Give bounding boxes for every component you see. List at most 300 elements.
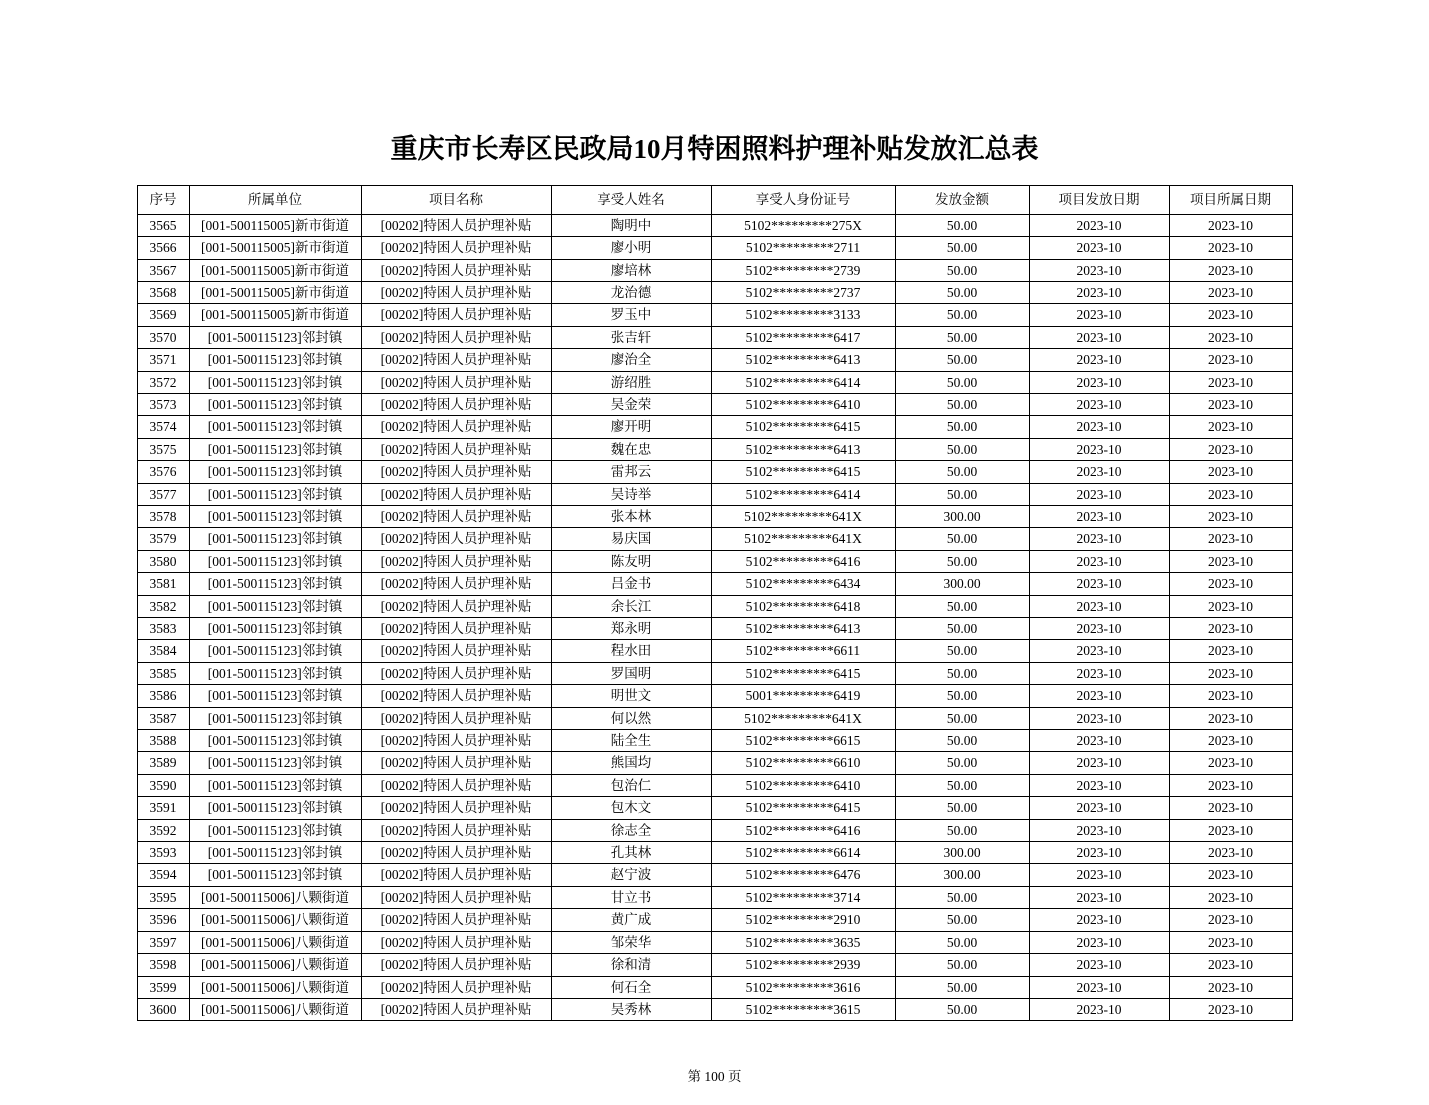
table-cell: 5102*********6416 — [711, 819, 895, 841]
table-cell: [00202]特困人员护理补贴 — [361, 393, 551, 415]
table-cell: [001-500115006]八颗街道 — [189, 976, 361, 998]
table-cell: 50.00 — [895, 886, 1029, 908]
table-cell: 50.00 — [895, 931, 1029, 953]
table-cell: [00202]特困人员护理补贴 — [361, 976, 551, 998]
table-cell: [00202]特困人员护理补贴 — [361, 752, 551, 774]
table-row — [137, 640, 1292, 662]
table-row — [137, 505, 1292, 527]
table-cell: 2023-10 — [1029, 237, 1169, 259]
table-cell: 3587 — [137, 707, 189, 729]
table-cell: [001-500115123]邻封镇 — [189, 595, 361, 617]
table-cell: 2023-10 — [1029, 618, 1169, 640]
table-cell: 3594 — [137, 864, 189, 886]
table-cell: [00202]特困人员护理补贴 — [361, 505, 551, 527]
table-cell: [001-500115006]八颗街道 — [189, 998, 361, 1020]
table-cell: 3591 — [137, 797, 189, 819]
table-row — [137, 304, 1292, 326]
table-cell: [001-500115123]邻封镇 — [189, 573, 361, 595]
table-cell: 300.00 — [895, 864, 1029, 886]
table-cell: [00202]特困人员护理补贴 — [361, 349, 551, 371]
table-row — [137, 685, 1292, 707]
table-cell: [00202]特困人员护理补贴 — [361, 416, 551, 438]
table-cell: 2023-10 — [1169, 595, 1292, 617]
table-cell: 2023-10 — [1029, 797, 1169, 819]
table-cell: 2023-10 — [1029, 595, 1169, 617]
table-cell: 陆全生 — [551, 730, 711, 752]
table-cell: 5102*********3635 — [711, 931, 895, 953]
table-cell: 300.00 — [895, 505, 1029, 527]
table-cell: 5102*********3133 — [711, 304, 895, 326]
table-cell: 3565 — [137, 214, 189, 236]
table-cell: 廖治全 — [551, 349, 711, 371]
table-cell: 5102*********6414 — [711, 371, 895, 393]
table-cell: 2023-10 — [1029, 214, 1169, 236]
table-cell: 2023-10 — [1029, 998, 1169, 1020]
table-cell: 2023-10 — [1169, 214, 1292, 236]
table-cell: [001-500115123]邻封镇 — [189, 662, 361, 684]
table-cell: [00202]特困人员护理补贴 — [361, 730, 551, 752]
table-cell: [00202]特困人员护理补贴 — [361, 886, 551, 908]
table-cell: 50.00 — [895, 976, 1029, 998]
table-cell: 2023-10 — [1169, 483, 1292, 505]
table-cell: 2023-10 — [1169, 438, 1292, 460]
table-cell: [001-500115123]邻封镇 — [189, 438, 361, 460]
table-cell: 3589 — [137, 752, 189, 774]
table-cell: [001-500115123]邻封镇 — [189, 730, 361, 752]
table-cell: [00202]特困人员护理补贴 — [361, 954, 551, 976]
table-row — [137, 237, 1292, 259]
table-cell: [001-500115006]八颗街道 — [189, 954, 361, 976]
table-cell: 张本林 — [551, 505, 711, 527]
table-cell: 2023-10 — [1169, 640, 1292, 662]
table-cell: 5102*********641X — [711, 505, 895, 527]
table-cell: 陈友明 — [551, 550, 711, 572]
table-row — [137, 864, 1292, 886]
table-cell: 50.00 — [895, 214, 1029, 236]
table-cell: 5102*********2910 — [711, 909, 895, 931]
table-cell: 陶明中 — [551, 214, 711, 236]
table-cell: 2023-10 — [1169, 774, 1292, 796]
table-cell: 2023-10 — [1029, 573, 1169, 595]
table-cell: 程水田 — [551, 640, 711, 662]
table-cell: 吕金书 — [551, 573, 711, 595]
table-cell: 5102*********6417 — [711, 326, 895, 348]
table-cell: 余长江 — [551, 595, 711, 617]
table-row — [137, 842, 1292, 864]
table-cell: 3593 — [137, 842, 189, 864]
table-cell: 3580 — [137, 550, 189, 572]
table-cell: 3570 — [137, 326, 189, 348]
column-header: 序号 — [137, 185, 189, 214]
table-cell: 2023-10 — [1169, 281, 1292, 303]
table-cell: 2023-10 — [1029, 304, 1169, 326]
table-cell: 2023-10 — [1169, 886, 1292, 908]
table-cell: 2023-10 — [1169, 505, 1292, 527]
table-cell: 5102*********6413 — [711, 618, 895, 640]
table-cell: 50.00 — [895, 730, 1029, 752]
table-row — [137, 797, 1292, 819]
table-cell: 3584 — [137, 640, 189, 662]
table-cell: 50.00 — [895, 685, 1029, 707]
table-cell: 2023-10 — [1029, 640, 1169, 662]
table-cell: [001-500115005]新市街道 — [189, 214, 361, 236]
table-row — [137, 349, 1292, 371]
table-cell: 2023-10 — [1169, 931, 1292, 953]
table-cell: [001-500115123]邻封镇 — [189, 550, 361, 572]
table-cell: 3597 — [137, 931, 189, 953]
table-row — [137, 998, 1292, 1020]
table-cell: 3585 — [137, 662, 189, 684]
table-cell: 2023-10 — [1029, 505, 1169, 527]
table-row — [137, 371, 1292, 393]
table-cell: [00202]特困人员护理补贴 — [361, 573, 551, 595]
table-row — [137, 774, 1292, 796]
table-cell: 2023-10 — [1029, 931, 1169, 953]
table-row — [137, 752, 1292, 774]
table-cell: 2023-10 — [1029, 886, 1169, 908]
table-row — [137, 819, 1292, 841]
table-cell: 罗玉中 — [551, 304, 711, 326]
table-cell: 50.00 — [895, 797, 1029, 819]
table-cell: 5102*********6413 — [711, 438, 895, 460]
table-cell: 5102*********6434 — [711, 573, 895, 595]
table-cell: 吴金荣 — [551, 393, 711, 415]
table-cell: 2023-10 — [1169, 752, 1292, 774]
table-cell: 熊国均 — [551, 752, 711, 774]
table-cell: 3577 — [137, 483, 189, 505]
column-header: 享受人身份证号 — [711, 185, 895, 214]
table-cell: 2023-10 — [1169, 461, 1292, 483]
table-cell: [001-500115123]邻封镇 — [189, 505, 361, 527]
table-cell: 50.00 — [895, 528, 1029, 550]
table-cell: 5102*********6476 — [711, 864, 895, 886]
table-cell: 2023-10 — [1029, 281, 1169, 303]
table-cell: 2023-10 — [1169, 819, 1292, 841]
table-cell: 2023-10 — [1029, 842, 1169, 864]
column-header: 所属单位 — [189, 185, 361, 214]
table-cell: [00202]特困人员护理补贴 — [361, 550, 551, 572]
table-row — [137, 595, 1292, 617]
table-cell: [00202]特困人员护理补贴 — [361, 797, 551, 819]
table-cell: 50.00 — [895, 304, 1029, 326]
table-cell: 3590 — [137, 774, 189, 796]
table-cell: 50.00 — [895, 326, 1029, 348]
table-cell: 2023-10 — [1169, 797, 1292, 819]
table-cell: 徐志全 — [551, 819, 711, 841]
table-row — [137, 931, 1292, 953]
table-cell: 2023-10 — [1169, 550, 1292, 572]
table-row — [137, 214, 1292, 236]
table-cell: 2023-10 — [1169, 618, 1292, 640]
table-cell: [00202]特困人员护理补贴 — [361, 909, 551, 931]
table-cell: 2023-10 — [1169, 528, 1292, 550]
table-cell: 5102*********641X — [711, 528, 895, 550]
page-title: 重庆市长寿区民政局10月特困照料护理补贴发放汇总表 — [390, 134, 1039, 164]
table-cell: 2023-10 — [1029, 976, 1169, 998]
table-cell: [001-500115005]新市街道 — [189, 259, 361, 281]
table-cell: 3575 — [137, 438, 189, 460]
table-cell: 3572 — [137, 371, 189, 393]
table-cell: [00202]特困人员护理补贴 — [361, 461, 551, 483]
table-header — [137, 185, 1292, 214]
table-cell: [001-500115123]邻封镇 — [189, 371, 361, 393]
table-cell: [00202]特困人员护理补贴 — [361, 528, 551, 550]
table-cell: 50.00 — [895, 618, 1029, 640]
table-cell: 50.00 — [895, 483, 1029, 505]
table-row — [137, 976, 1292, 998]
table-cell: [00202]特困人员护理补贴 — [361, 819, 551, 841]
table-cell: 50.00 — [895, 393, 1029, 415]
table-cell: 游绍胜 — [551, 371, 711, 393]
table-cell: 2023-10 — [1169, 416, 1292, 438]
table-cell: [00202]特困人员护理补贴 — [361, 931, 551, 953]
table-cell: [001-500115123]邻封镇 — [189, 528, 361, 550]
table-cell: 龙治德 — [551, 281, 711, 303]
table-cell: [00202]特困人员护理补贴 — [361, 842, 551, 864]
table-cell: 包木文 — [551, 797, 711, 819]
table-cell: 廖培林 — [551, 259, 711, 281]
table-row — [137, 393, 1292, 415]
table-cell: 5102*********2711 — [711, 237, 895, 259]
table-cell: 2023-10 — [1029, 416, 1169, 438]
table-cell: 50.00 — [895, 237, 1029, 259]
table-cell: 3581 — [137, 573, 189, 595]
column-header: 享受人姓名 — [551, 185, 711, 214]
table-cell: [001-500115123]邻封镇 — [189, 416, 361, 438]
column-header: 项目名称 — [361, 185, 551, 214]
table-cell: 2023-10 — [1029, 909, 1169, 931]
table-cell: 2023-10 — [1029, 550, 1169, 572]
table-cell: [00202]特困人员护理补贴 — [361, 595, 551, 617]
table-cell: 3600 — [137, 998, 189, 1020]
table-cell: 2023-10 — [1029, 774, 1169, 796]
table-cell: 2023-10 — [1029, 864, 1169, 886]
table-cell: [001-500115123]邻封镇 — [189, 393, 361, 415]
table-cell: [001-500115005]新市街道 — [189, 304, 361, 326]
table-cell: 3571 — [137, 349, 189, 371]
table-cell: 50.00 — [895, 371, 1029, 393]
table-cell: 5001*********6419 — [711, 685, 895, 707]
table-cell: 2023-10 — [1029, 752, 1169, 774]
table-cell: 5102*********6414 — [711, 483, 895, 505]
table-cell: 3596 — [137, 909, 189, 931]
table-cell: 5102*********6415 — [711, 797, 895, 819]
table-cell: [00202]特困人员护理补贴 — [361, 259, 551, 281]
table-row — [137, 909, 1292, 931]
table-cell: 2023-10 — [1169, 662, 1292, 684]
table-cell: 2023-10 — [1029, 461, 1169, 483]
table-cell: [00202]特困人员护理补贴 — [361, 483, 551, 505]
table-cell: 2023-10 — [1169, 730, 1292, 752]
table-cell: 廖开明 — [551, 416, 711, 438]
page-footer: 第 100 页 — [687, 1069, 742, 1084]
table-cell: [001-500115123]邻封镇 — [189, 707, 361, 729]
table-cell: 5102*********6410 — [711, 393, 895, 415]
table-row — [137, 438, 1292, 460]
table-cell: 50.00 — [895, 550, 1029, 572]
table-cell: [001-500115123]邻封镇 — [189, 685, 361, 707]
table-cell: 2023-10 — [1169, 393, 1292, 415]
table-cell: 黄广成 — [551, 909, 711, 931]
table-cell: [001-500115123]邻封镇 — [189, 842, 361, 864]
table-cell: 2023-10 — [1029, 393, 1169, 415]
table-cell: 3586 — [137, 685, 189, 707]
table-cell: 2023-10 — [1029, 259, 1169, 281]
table-cell: 5102*********2739 — [711, 259, 895, 281]
table-cell: [00202]特困人员护理补贴 — [361, 864, 551, 886]
table-cell: [001-500115005]新市街道 — [189, 281, 361, 303]
table-cell: 5102*********6413 — [711, 349, 895, 371]
table-cell: 5102*********3616 — [711, 976, 895, 998]
table-cell: 5102*********6418 — [711, 595, 895, 617]
table-cell: 50.00 — [895, 774, 1029, 796]
table-cell: 3574 — [137, 416, 189, 438]
table-cell: 3588 — [137, 730, 189, 752]
table-cell: 2023-10 — [1029, 483, 1169, 505]
table-cell: 魏在忠 — [551, 438, 711, 460]
table-cell: 50.00 — [895, 281, 1029, 303]
table-cell: 5102*********6615 — [711, 730, 895, 752]
table-cell: 2023-10 — [1169, 842, 1292, 864]
table-cell: 明世文 — [551, 685, 711, 707]
table-cell: 300.00 — [895, 573, 1029, 595]
table-cell: 5102*********6415 — [711, 416, 895, 438]
table-cell: 何石全 — [551, 976, 711, 998]
table-cell: 5102*********6614 — [711, 842, 895, 864]
table-cell: 赵宁波 — [551, 864, 711, 886]
table-row — [137, 281, 1292, 303]
table-cell: 2023-10 — [1169, 349, 1292, 371]
table-cell: 2023-10 — [1169, 707, 1292, 729]
table-cell: 吴秀林 — [551, 998, 711, 1020]
table-row — [137, 707, 1292, 729]
table-cell: [001-500115006]八颗街道 — [189, 909, 361, 931]
table-body — [137, 214, 1292, 1021]
table-cell: 2023-10 — [1029, 438, 1169, 460]
table-cell: 郑永明 — [551, 618, 711, 640]
column-header: 项目发放日期 — [1029, 185, 1169, 214]
table-row — [137, 573, 1292, 595]
table-cell: 包治仁 — [551, 774, 711, 796]
table-cell: 2023-10 — [1029, 662, 1169, 684]
table-cell: 2023-10 — [1169, 237, 1292, 259]
table-cell: 3567 — [137, 259, 189, 281]
table-cell: [00202]特困人员护理补贴 — [361, 281, 551, 303]
table-cell: [00202]特困人员护理补贴 — [361, 707, 551, 729]
table-cell: [00202]特困人员护理补贴 — [361, 214, 551, 236]
table-cell: 2023-10 — [1169, 909, 1292, 931]
table-cell: 3579 — [137, 528, 189, 550]
table-cell: 50.00 — [895, 998, 1029, 1020]
table-cell: [001-500115123]邻封镇 — [189, 797, 361, 819]
table-cell: 廖小明 — [551, 237, 711, 259]
table-cell: [001-500115123]邻封镇 — [189, 752, 361, 774]
table-cell: 50.00 — [895, 640, 1029, 662]
table-cell: 邹荣华 — [551, 931, 711, 953]
table-cell: 5102*********6611 — [711, 640, 895, 662]
table-row — [137, 326, 1292, 348]
table-cell: 2023-10 — [1029, 326, 1169, 348]
table-cell: [00202]特困人员护理补贴 — [361, 304, 551, 326]
table-cell: 2023-10 — [1029, 730, 1169, 752]
table-cell: 2023-10 — [1169, 259, 1292, 281]
table-cell: [001-500115123]邻封镇 — [189, 774, 361, 796]
table-cell: 3573 — [137, 393, 189, 415]
table-row — [137, 662, 1292, 684]
table-cell: 3595 — [137, 886, 189, 908]
table-cell: [001-500115123]邻封镇 — [189, 349, 361, 371]
table-cell: 孔其林 — [551, 842, 711, 864]
subsidy-table — [137, 185, 1293, 1022]
table-cell: 3578 — [137, 505, 189, 527]
table-cell: 2023-10 — [1169, 371, 1292, 393]
table-cell: 5102*********275X — [711, 214, 895, 236]
table-cell: 5102*********2939 — [711, 954, 895, 976]
table-cell: [00202]特困人员护理补贴 — [361, 438, 551, 460]
table-cell: 3569 — [137, 304, 189, 326]
table-cell: [00202]特困人员护理补贴 — [361, 237, 551, 259]
table-row — [137, 483, 1292, 505]
table-row — [137, 416, 1292, 438]
table-cell: 5102*********6415 — [711, 662, 895, 684]
table-cell: [001-500115006]八颗街道 — [189, 886, 361, 908]
table-cell: 2023-10 — [1169, 685, 1292, 707]
table-cell: 50.00 — [895, 954, 1029, 976]
table-cell: 300.00 — [895, 842, 1029, 864]
table-cell: 2023-10 — [1029, 371, 1169, 393]
table-cell: 5102*********6410 — [711, 774, 895, 796]
table-cell: 3592 — [137, 819, 189, 841]
table-cell: 5102*********6416 — [711, 550, 895, 572]
table-cell: 3598 — [137, 954, 189, 976]
table-cell: 罗国明 — [551, 662, 711, 684]
table-cell: [001-500115123]邻封镇 — [189, 461, 361, 483]
table-cell: 3568 — [137, 281, 189, 303]
table-cell: [00202]特困人员护理补贴 — [361, 662, 551, 684]
table-cell: 50.00 — [895, 349, 1029, 371]
table-cell: 何以然 — [551, 707, 711, 729]
table-cell: 3582 — [137, 595, 189, 617]
table-cell: 5102*********6610 — [711, 752, 895, 774]
table-cell: 3583 — [137, 618, 189, 640]
table-cell: [00202]特困人员护理补贴 — [361, 371, 551, 393]
table-row — [137, 730, 1292, 752]
table-cell: 3566 — [137, 237, 189, 259]
table-row — [137, 886, 1292, 908]
table-cell: [00202]特困人员护理补贴 — [361, 998, 551, 1020]
table-cell: [001-500115123]邻封镇 — [189, 819, 361, 841]
table-cell: 50.00 — [895, 662, 1029, 684]
table-cell: [001-500115006]八颗街道 — [189, 931, 361, 953]
table-cell: 50.00 — [895, 819, 1029, 841]
table-cell: [00202]特困人员护理补贴 — [361, 618, 551, 640]
table-cell: 3599 — [137, 976, 189, 998]
table-cell: 2023-10 — [1169, 954, 1292, 976]
table-row — [137, 550, 1292, 572]
table-cell: 2023-10 — [1169, 998, 1292, 1020]
table-cell: 5102*********641X — [711, 707, 895, 729]
table-cell: 50.00 — [895, 438, 1029, 460]
table-cell: 50.00 — [895, 909, 1029, 931]
table-cell: 5102*********3714 — [711, 886, 895, 908]
table-row — [137, 461, 1292, 483]
table-cell: 张吉轩 — [551, 326, 711, 348]
table-cell: 50.00 — [895, 707, 1029, 729]
table-cell: [001-500115123]邻封镇 — [189, 326, 361, 348]
table-row — [137, 954, 1292, 976]
table-cell: 2023-10 — [1029, 954, 1169, 976]
table-cell: 吴诗举 — [551, 483, 711, 505]
